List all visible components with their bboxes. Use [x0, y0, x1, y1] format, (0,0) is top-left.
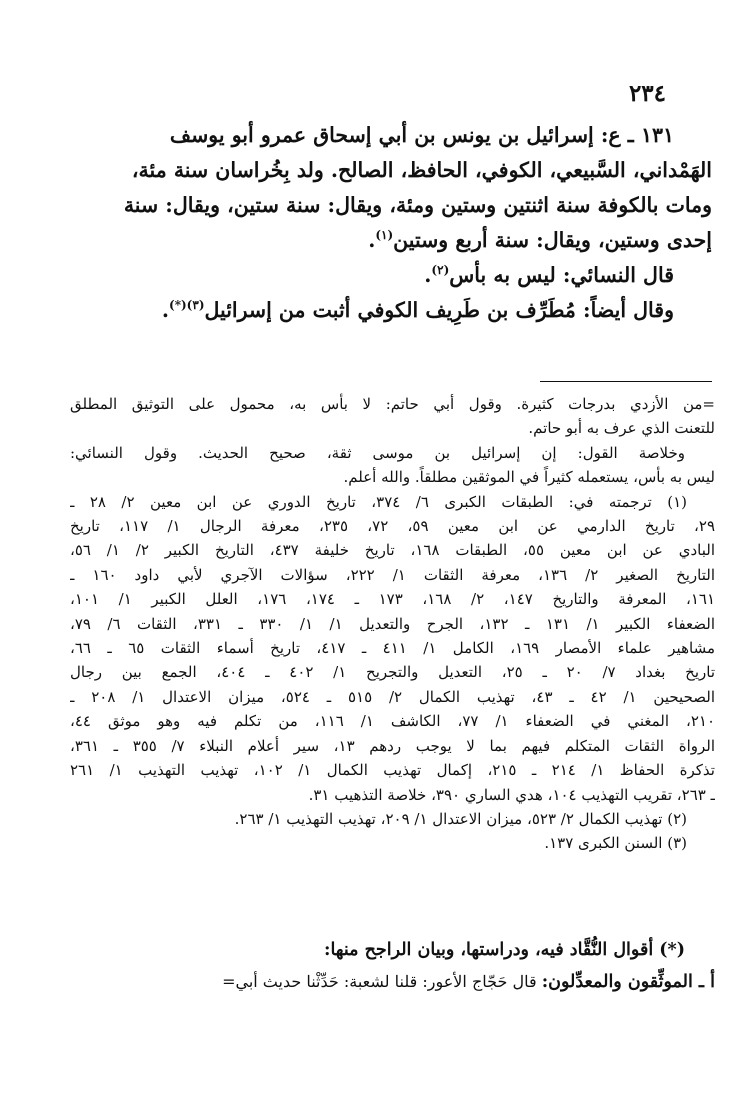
footnote-continued-line-2: للتعنت الذي عرف به أبو حاتم. — [528, 419, 715, 438]
critics-sub-label: أ ـ الموثِّقون والمعدِّلون: — [541, 972, 715, 992]
critics-subsection — [70, 966, 715, 998]
footnote-1-line: ـ ٢٦٣، تقريب التهذيب ١٠٤، هدي الساري ٣٩٠، خلاصة التذهيب ٣١. — [308, 785, 715, 804]
entry-line-4-text: إحدى وستين، ويقال: سنة أربع وستين — [393, 228, 712, 252]
footnotes — [70, 392, 715, 856]
also-end: . — [161, 298, 170, 322]
footnote-ref-3: (٣)(*) — [169, 298, 205, 313]
entry-line-2: الهَمْداني، السَّبيعي، الكوفي، الحافظ، الصالح. ولد بِخُراسان سنة مئة، — [131, 158, 712, 182]
footnote-ref-1: (١) — [375, 228, 394, 243]
footnote-summary-line-2: ليس به بأس، يستعمله كثيراً في الموثقين مطلقاً. والله أعلم. — [343, 468, 715, 487]
footnote-1-line: (١) ترجمته في: الطبقات الكبرى ٦/ ٣٧٤، تاريخ الدوري عن ابن معين ٢/ ٢٨ ـ — [70, 492, 688, 511]
entry-line-1: ١٣١ ـ ع: إسرائيل بن يونس بن أبي إسحاق عمرو أبو يوسف — [169, 123, 674, 147]
footnote-1-line: تذكرة الحفاظ ١/ ٢١٤ ـ ٢١٥، إكمال تهذيب الكمال ١/ ١٠٢، تهذيب التهذيب ١/ ٢٦١ — [70, 761, 715, 780]
footnote-summary — [70, 441, 715, 490]
footnote-1-line: ٢٩، تاريخ الدارمي عن ابن معين ٥٩، ٧٢، ٢٣٥، معرفة الرجال ١/ ١١٧، تاريخ — [70, 517, 715, 536]
entry-paragraph — [82, 118, 712, 258]
footnote-1-line: البادي عن ابن معين ٥٥، الطبقات ١٦٨، تاريخ خليفة ٤٣٧، التاريخ الكبير ٢/ ١/ ٥٦، — [70, 541, 715, 560]
critics-sub-text: قال حَجّاج الأعور: قلنا لشعبة: حَدِّثْنا حديث أبي= — [222, 972, 542, 991]
footnote-1 — [70, 490, 715, 807]
footnote-continued — [70, 392, 715, 441]
page-number: ٢٣٤ — [628, 80, 666, 107]
footnote-1-line: ٢١٠، المغني في الضعفاء ١/ ٧٧، الكاشف ١/ ١١٦، من تكلم فيه وهو موثق ٤٤، — [70, 712, 715, 731]
footnote-1-line: تاريخ بغداد ٧/ ٢٠ ـ ٢٥، التعديل والتجريح ١/ ٤٠٢ ـ ٤٠٤، الجمع بين رجال — [70, 663, 715, 682]
footnote-1-line: ١٦١، المعرفة والتاريخ ١٤٧، ٢/ ١٦٨، ١٧٣ ـ ١٧٤، ١٧٦، العلل الكبير ١/ ١٠١، — [70, 590, 715, 609]
also-paragraph — [82, 293, 712, 328]
nasai-paragraph — [82, 258, 712, 293]
entry-line-3: ومات بالكوفة سنة اثنتين وستين ومئة، ويقال: سنة ستين، ويقال: سنة — [123, 193, 712, 217]
entry-line-4 — [82, 223, 712, 258]
footnote-3-line: (٣) السنن الكبرى ١٣٧. — [544, 834, 687, 853]
critics-section — [70, 935, 715, 998]
footnote-summary-line-1: وخلاصة القول: إن إسرائيل بن موسى ثقة، صحيح الحديث. وقول النسائي: — [70, 443, 685, 462]
footnote-1-line: الرواة الثقات المتكلم فيهم بما لا يوجب ردهم ١٣، سير أعلام النبلاء ٧/ ٣٥٥ ـ ٣٦١، — [70, 736, 715, 755]
footnote-1-line: التاريخ الصغير ٢/ ١٣٦، معرفة الثقات ١/ ٢٢٢، سؤالات الآجري لأبي داود ١٦٠ ـ — [70, 565, 715, 584]
entry-line-4-end: . — [368, 228, 376, 252]
main-text — [82, 118, 712, 328]
nasai-end: . — [424, 263, 432, 287]
footnote-continued-line-1: =من الأزدي بدرجات كثيرة. وقول أبي حاتم: لا بأس به، محمول على التوثيق المطلق — [70, 395, 715, 413]
nasai-text: قال النسائي: ليس به بأس — [449, 263, 674, 287]
footnote-2 — [70, 807, 715, 831]
footnote-1-line: الصحيحين ١/ ٤٢ ـ ٤٣، تهذيب الكمال ٢/ ٥١٥ ـ ٥٢٤، ميزان الاعتدال ١/ ٢٠٨ ـ — [70, 687, 715, 706]
critics-heading: (*) أقوال النُّقَّاد فيه، ودراستها، وبيان الراجح منها: — [323, 940, 685, 960]
footnote-1-line: الضعفاء الكبير ١/ ١٣١ ـ ١٣٢، الجرح والتعديل ١/ ١/ ٣٣٠ ـ ٣٣١، الثقات ٦/ ٧٩، — [70, 614, 715, 633]
also-text: وقال أيضاً: مُطَرِّف بن طَرِيف الكوفي أثبت من إسرائيل — [204, 298, 674, 322]
footnote-2-line: (٢) تهذيب الكمال ٢/ ٥٢٣، ميزان الاعتدال ١/ ٢٠٩، تهذيب التهذيب ١/ ٢٦٣. — [234, 809, 687, 828]
footnote-1-line: مشاهير علماء الأمصار ١٦٩، الكامل ١/ ٤١١ ـ ٤١٧، تاريخ أسماء الثقات ٦٥ ـ ٦٦، — [70, 639, 715, 658]
footnote-ref-2: (٢) — [431, 263, 450, 278]
footnote-3 — [70, 831, 715, 855]
footnote-separator — [540, 381, 712, 382]
